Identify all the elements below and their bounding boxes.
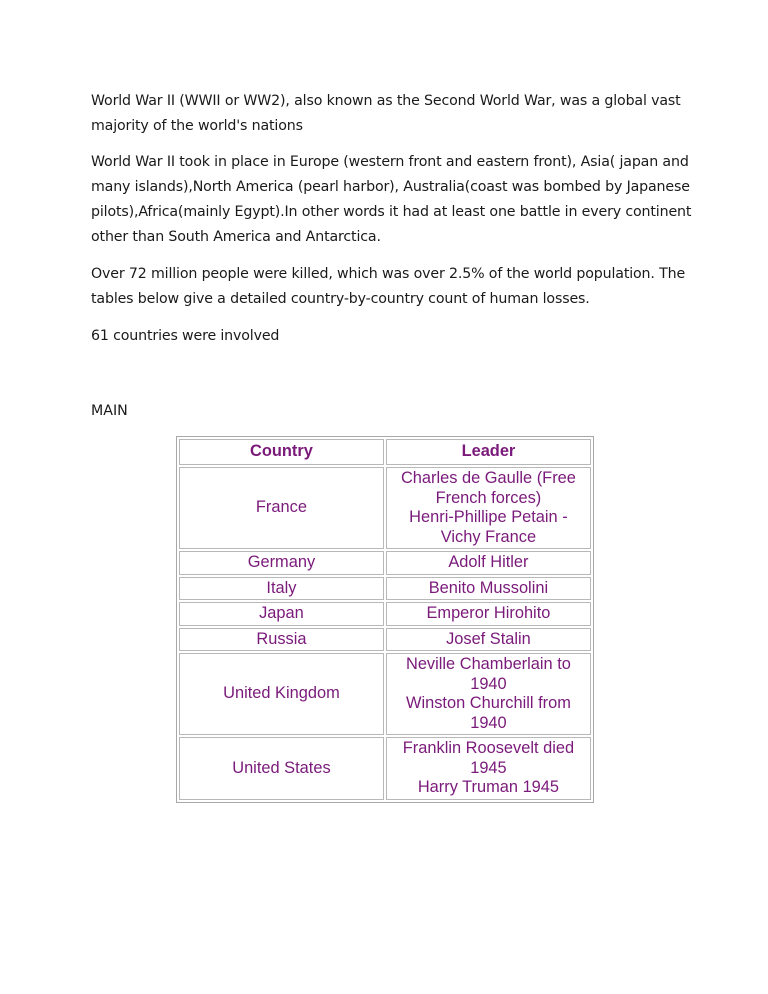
leader-cell [386, 551, 591, 575]
locations-paragraph: World War II took in place in Europe (western front and eastern front), Asia( japan and many islands),North America (pearl harbor), Australia(coast was bombed by Japanese pilots),Africa(mainly Egypt).In other words it had at least one battle in every continent other than South America and Antarctica. [91, 154, 692, 245]
leader-cell [386, 467, 591, 549]
leader-line: Vichy France [440, 527, 537, 546]
country-cell: Italy [179, 577, 384, 601]
leader-line: Franklin Roosevelt died [402, 739, 575, 757]
leader-cell [386, 737, 591, 800]
country-cell: Japan [179, 602, 384, 626]
leader-line: French forces) [435, 488, 542, 507]
leader-line: 1940 [470, 713, 507, 732]
leader-cell [386, 653, 591, 735]
countries-involved-paragraph: 61 countries were involved [91, 328, 280, 344]
intro-paragraph: World War II (WWII or WW2), also known as the Second World War, was a global vast majority of the world's nations [91, 93, 681, 134]
leader-line: Charles de Gaulle (Free [400, 469, 576, 487]
table-row [179, 653, 591, 735]
country-cell: Germany [179, 551, 384, 575]
leader-line: 1945 [470, 758, 507, 777]
leader-line: Henri-Phillipe Petain - [409, 508, 568, 526]
table-row [179, 577, 591, 601]
country-cell: United Kingdom [179, 653, 384, 735]
leader-line: Josef Stalin [446, 629, 531, 648]
leader-cell [386, 628, 591, 652]
leader-cell [386, 602, 591, 626]
table-row [179, 628, 591, 652]
leader-line: Neville Chamberlain to [405, 655, 571, 673]
leader-column-header: Leader [386, 439, 591, 465]
table-row [179, 737, 591, 800]
table-row [179, 467, 591, 549]
country-column-header: Country [179, 439, 384, 465]
leader-line: 1940 [470, 674, 507, 693]
country-cell: United States [179, 737, 384, 800]
table-row [179, 602, 591, 626]
leader-line: Adolf Hitler [448, 553, 529, 571]
country-cell: Russia [179, 628, 384, 652]
section-heading: MAIN [91, 403, 128, 419]
table-body [179, 467, 591, 800]
leader-cell [386, 577, 591, 601]
country-cell: France [179, 467, 384, 549]
table-row [179, 551, 591, 575]
leaders-table [176, 436, 594, 803]
leader-line: Harry Truman 1945 [417, 778, 560, 796]
table-header-row [179, 439, 591, 465]
casualties-paragraph: Over 72 million people were killed, which was over 2.5% of the world population. The tables below give a detailed country-by-country count of human losses. [91, 266, 686, 307]
leader-line: Emperor Hirohito [426, 604, 551, 622]
leader-line: Benito Mussolini [428, 578, 549, 597]
leader-line: Winston Churchill from [406, 694, 571, 712]
